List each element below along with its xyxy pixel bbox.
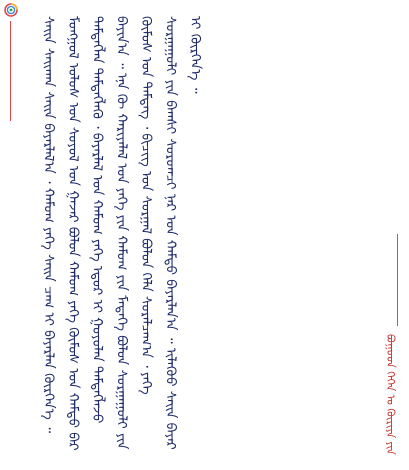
vertical-header-title: ᠪᠣᠭᠣᠳ ᠭᠡᠭᠡᠨ ᠤ ᠬᠦᠷᠢᠶᠡ ᠶᠢᠨ xyxy=(384,334,397,455)
right-divider-line xyxy=(397,234,398,326)
vertical-body-text: ᠰᠠᠢᠨ ᠰᠠᠢᠬᠠᠨ ᠰᠠᠢᠨ ᠪᠠᠶᠠᠷᠯᠠᠯ᠎ᠠ ᠂ ᠬᠠᠮᠤᠭ ᠶᠡᠬᠡ ᠰᠠᠢᠨ ᠴᠠᠭ ᠢ ᠪᠠᠶᠠᠷᠯᠠᠨ ᠬᠦᠷᠭᠡᠨ᠎ᠡ ᠃ ᠮᠣᠩᠭᠣᠯ ᠤᠯᠤᠰ ᠤᠨ ᠰᠣᠶᠣᠯ ᠤᠨ ᠭᠠᠵᠠᠷ ᠪᠣᠯᠤᠨ ᠬᠠᠮᠤᠭ ᠶᠡᠬᠡ ᠬᠦᠮᠦᠰ ᠤᠨ ᠬᠠᠮᠲᠤ ᠪᠡᠷ ᠲᠡᠮᠳᠡᠭᠯᠡᠨ ᠲᠡᠮᠳᠡᠭᠯᠡᠬᠦ ᠂ ᠪᠠᠶᠠᠷᠯᠠᠯ ᠤᠨ ᠬᠠᠮᠤᠭ ᠶᠡᠬᠡ ᠡᠳᠦᠷ ᠢ ᠭᠣᠶᠣᠯᠠᠨ ᠲᠡᠮᠳᠡᠭᠯᠡᠵᠦ ᠪᠠᠶᠢᠨ᠎ᠠ ᠃ ᠡᠨᠡ ᠬᠦ ᠬᠠᠷᠢᠶᠠᠯᠠᠯ ᠤᠨ ᠶᠡᠬᠡ ᠶᠢᠨ ᠬᠠᠮᠤᠭ ᠶᠢᠨ ᠮᠡᠳᠡᠭᠡ ᠪᠣᠯᠤᠨ ᠰᠤᠷᠭᠠᠭᠤᠯᠢ ᠶᠢᠨ ᠬᠦᠮᠦᠰ ᠤᠨ ᠲᠡᠮᠳᠡᠭ ᠂ ᠪᠢᠴᠢᠭ ᠤᠨ ᠰᠤᠷᠭᠠᠯ ᠪᠣᠯᠤᠨ ᠬᠡᠯᠡ ᠰᠤᠷᠠᠯᠴᠠᠭ᠎ᠠ ᠂ ᠶᠡᠬᠡ ᠰᠤᠷᠭᠠᠭᠤᠯᠢ ᠶᠢᠨ ᠪᠠᠭᠰᠢ ᠰᠤᠷᠤᠭᠴᠢ ᠨᠠᠷ ᠤᠨ ᠬᠠᠮᠲᠤ ᠪᠠᠶᠠᠷᠯᠠᠨ᠎ᠠ ᠃ ᠢᠯᠡᠭᠦᠦ ᠰᠠᠢᠨ ᠪᠠᠶᠠᠷ ᠢ ᠬᠦᠷᠭᠡᠨ᠎ᠡ ᠃ xyxy=(40,16,203,455)
left-divider-line xyxy=(10,21,11,121)
circular-logo-icon xyxy=(4,3,18,17)
